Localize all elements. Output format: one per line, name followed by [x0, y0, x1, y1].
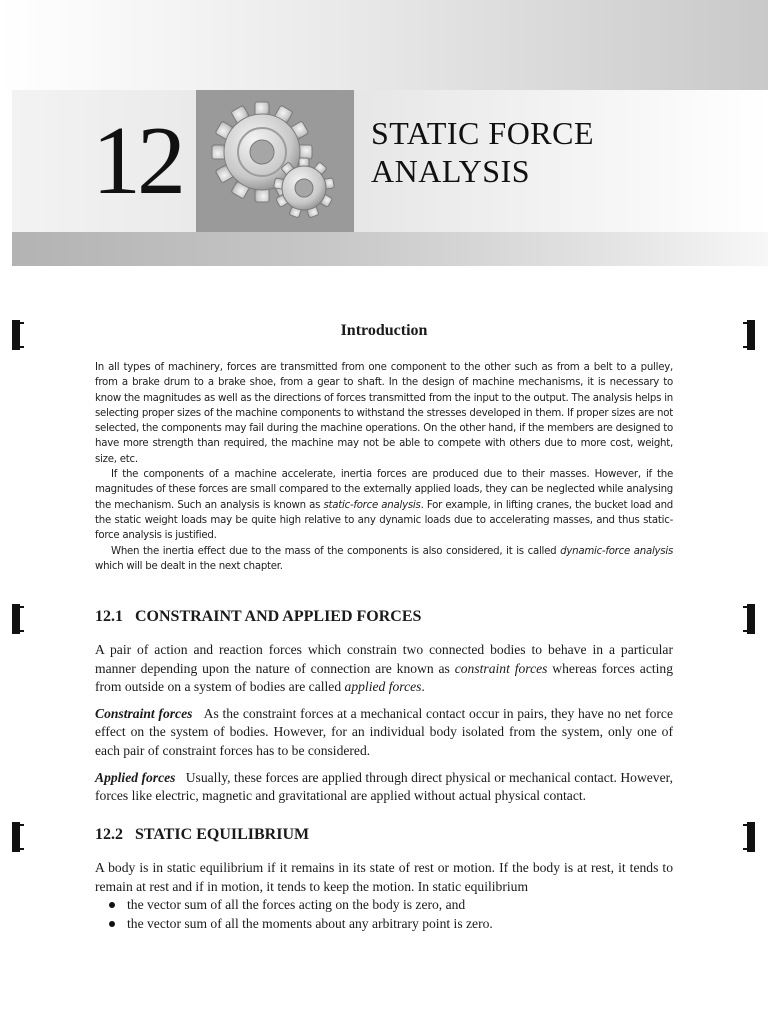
- list-item: [95, 896, 673, 915]
- intro-p3-emphasis: dynamic-force analysis: [560, 545, 673, 557]
- chapter-banner-shadow: [12, 232, 768, 266]
- paragraph-emphasis: constraint forces: [454, 660, 548, 676]
- introduction-text: [95, 360, 673, 574]
- term-label: Applied forces: [95, 769, 176, 785]
- intro-p2-emphasis: static-force analysis: [323, 499, 421, 511]
- chapter-title-line1: STATIC FORCE: [371, 115, 595, 151]
- bullet-icon: [109, 902, 115, 908]
- paragraph-text: Usually, these forces are applied through direct physical or mechanical contact. However, forces like electric, magnetic and gravitational are applied without actual physical contact.: [95, 769, 674, 804]
- list-item-text: the vector sum of all the moments about any arbitrary point is zero.: [127, 915, 493, 931]
- crop-mark-left: [12, 604, 20, 634]
- header-top-band: [0, 0, 768, 90]
- intro-p2-text: If the components of a machine accelerate, inertia forces are produced due to their masses. However, if the magnitudes of these forces are small compared to the externally applied loads, they can be neglected while analysing the mechanism. Such an analysis is known as: [95, 469, 673, 511]
- equilibrium-conditions-list: [95, 896, 673, 933]
- section-number: 12.1: [95, 608, 123, 625]
- paragraph-text: A pair of action and reaction forces which constrain two connected bodies to behave in a particular manner depending upon the nature of connection are known as: [95, 642, 673, 676]
- introduction-heading: Introduction: [340, 322, 428, 339]
- gears-icon: [196, 90, 354, 232]
- applied-forces-paragraph: [95, 769, 673, 806]
- section-title: CONSTRAINT AND APPLIED FORCES: [135, 608, 422, 625]
- crop-mark-right: [747, 822, 755, 852]
- constraint-applied-paragraph: [95, 641, 673, 697]
- section-12-1-body: [95, 641, 673, 806]
- bullet-icon: [109, 921, 115, 927]
- section-12-2-body: [95, 859, 673, 933]
- paragraph-emphasis: applied forces: [344, 679, 422, 695]
- intro-p2-text-end: . For example, in lifting cranes, the bucket load and the static weight loads may be quite high relative to any dynamic loads due to accelerating masses, and thus static-force analysis is justified.: [95, 499, 674, 542]
- section-title: STATIC EQUILIBRIUM: [135, 826, 310, 843]
- intro-paragraph-3: [95, 544, 673, 575]
- section-12-2-heading: [95, 826, 673, 844]
- constraint-forces-paragraph: [95, 705, 673, 761]
- intro-paragraph-1: In all types of machinery, forces are transmitted from one component to the other such as from a belt to a pulley, from a brake drum to a brake shoe, from a gear to shaft. In the design of machine mechanisms, it is necessary to know the magnitudes as well as the directions of forces transmitted from the input to the output. The analysis helps in selecting proper sizes of the machine components to withstand the stresses developed in them. If proper sizes are not selected, the components may fail during the machine operations. On the other hand, if the members are designed to have more strength than required, the machine may not be able to compete with others due to more cost, weight, size, etc.: [95, 362, 673, 465]
- crop-mark-right: [747, 604, 755, 634]
- chapter-title-line2: ANALYSIS: [371, 153, 531, 189]
- static-equilibrium-paragraph: A body is in static equilibrium if it remains in its state of rest or motion. If the body is at rest, it tends to remain at rest and if in motion, it tends to keep the motion. In static equilibrium: [95, 860, 673, 894]
- chapter-number: 12: [92, 107, 182, 215]
- list-item-text: the vector sum of all the forces acting on the body is zero, and: [127, 897, 466, 913]
- chapter-title: [371, 114, 671, 190]
- paragraph-text: whereas forces acting from outside on a system of bodies are called: [95, 660, 673, 695]
- paragraph-text: As the constraint forces at a mechanical contact occur in pairs, they have no net force effect on the system of bodies. However, for an individual body isolated from the system, only one of each pair of constraint forces has to be considered.: [95, 705, 673, 758]
- section-12-1-heading: [95, 608, 673, 626]
- intro-paragraph-2: [95, 467, 673, 543]
- crop-mark-left: [12, 822, 20, 852]
- intro-p3-text-end: which will be dealt in the next chapter.: [95, 560, 283, 572]
- section-number: 12.2: [95, 826, 123, 843]
- term-label: Constraint forces: [95, 705, 193, 721]
- paragraph-text: .: [421, 679, 425, 695]
- list-item: [95, 915, 673, 934]
- intro-p3-text: When the inertia effect due to the mass of the components is also considered, it is called: [111, 545, 561, 557]
